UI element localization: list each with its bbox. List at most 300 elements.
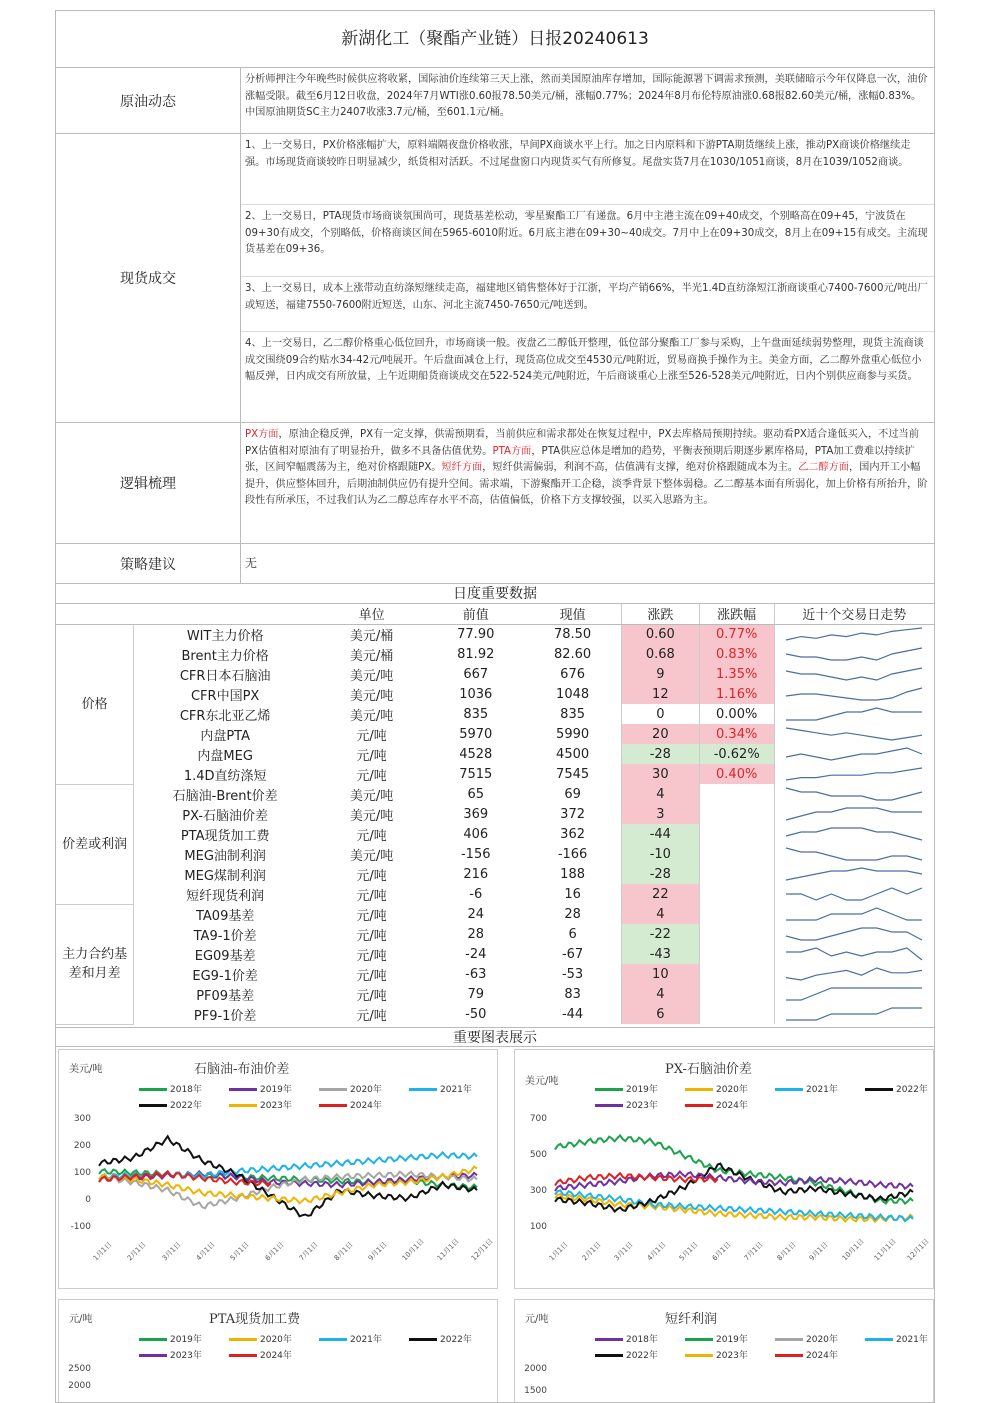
spot-item: 4、上一交易日，乙二醇价格重心低位回升，市场商谈一般。夜盘乙二醇低开整理，低位部分聚酯工厂参与采购，上午盘面延续弱势整理，现货主流商谈成交围绕09合约贴水34-42元/吨展开。午后盘面减仓上行，现货高位成交至4530元/吨附近，贸易商换手操作为主。美金方面，乙二醇外盘重心低位小幅反弹，日内成交有所放量，上午近期船货商谈成交在522-524美元/吨附近，午后商谈重心上涨至526-528美元/吨附近，日内个别供应商参与买货。 [245,338,924,382]
row-chg: 12 [621,684,699,704]
chart-ylabel: 美元/吨 [525,1075,559,1087]
row-sparkline [774,724,934,744]
legend-label: 2021年 [440,1084,472,1095]
row-cur: -44 [561,1006,584,1022]
table-row [56,784,934,804]
row-cur: 78.50 [553,626,592,642]
legend-item [685,1332,748,1345]
chart-title: PTA现货加工费 [209,1311,301,1327]
logic-part: ，原油企稳反弹，PX有一定支撑，供需预期看，当前供应和需求都处在恢复过程中，PX去库格局预期持续。驱动看PX适合逢低买入，不过当前PX估值相对原油有了明显抬升，做多不具备估值优势。 [245,429,919,457]
row-chg: 9 [621,664,699,684]
header-unit: 单位 [316,604,427,624]
spot-item: 2、上一交易日，PTA现货市场商谈氛围尚可，现货基差松动，零星聚酯工厂有递盘。6月中主港主流在09+40成交，个别略高在09+45，宁波货在09+30有成交，个别略低，价格商谈区间在5965-6010附近。6月底主港在09+30~40成交。7月中上在09+30成交，8月上在09+15有成交。主流现货基差在09+36。 [241,205,934,277]
logic-text [241,423,934,543]
sparkline-line [786,808,922,820]
row-name: 短纤现货利润 [186,888,265,904]
x-tick-label: 3月1日 [612,1239,635,1262]
chart-title: 短纤利润 [665,1311,718,1327]
row-chg: 30 [621,764,699,784]
chart-naphtha-brent [58,1049,498,1289]
sparkline-line [786,908,922,920]
sparkline-line [786,768,922,780]
row-name: EG09基差 [194,948,256,964]
legend-swatch [139,1338,167,1341]
daily-table [56,604,934,1025]
row-unit: 美元/吨 [349,848,394,864]
sparkline-line [786,628,922,640]
legend-label: 2018年 [626,1334,658,1345]
spot-text [241,134,934,422]
row-unit: 元/吨 [356,868,387,884]
strategy-text: 无 [245,556,258,571]
sparkline-line [786,788,922,800]
row-pct [699,784,774,804]
row-chg: -28 [621,744,699,764]
row-unit: 元/吨 [356,888,387,904]
y-tick-label: 300 [529,1185,547,1196]
y-tick-label: 2000 [68,1381,91,1392]
series-line [555,1193,913,1221]
x-tick-label: 12月1日 [469,1236,495,1262]
row-chg: 0.60 [621,624,699,644]
sparkline-line [786,988,922,1000]
row-prev: 28 [467,926,485,942]
legend-label: 2022年 [626,1350,658,1361]
legend-label: 2022年 [170,1100,202,1111]
legend-label: 2019年 [716,1334,748,1345]
logic-section [56,423,934,544]
legend-label: 2019年 [170,1334,202,1345]
y-tick-label: 2000 [524,1363,547,1374]
legend-label: 2020年 [350,1084,382,1095]
y-tick-label: 100 [529,1221,547,1232]
x-tick-label: 12月1日 [905,1236,931,1262]
row-chg: 22 [621,884,699,904]
row-chg: 3 [621,804,699,824]
row-pct: 0.40% [699,764,774,784]
row-sparkline [774,844,934,864]
row-cur: 372 [560,806,585,822]
legend-item [229,1332,292,1345]
row-cur: 28 [564,906,581,922]
row-name: TA09基差 [195,908,255,924]
row-pct [699,944,774,964]
x-tick-label: 11月1日 [873,1236,899,1262]
row-name: 内盘PTA [200,728,250,744]
row-unit: 美元/吨 [349,788,394,804]
row-prev: 81.92 [457,646,495,662]
row-cur: 4500 [556,746,590,762]
row-cur: 69 [564,786,581,802]
row-cur: 362 [560,826,585,842]
y-tick-label: 100 [73,1167,91,1178]
table-row [56,704,934,724]
y-tick-label: 0 [85,1194,91,1205]
table-row [56,824,934,844]
legend-item [775,1332,838,1345]
table-row [56,764,934,784]
row-sparkline [774,664,934,684]
spot-section [56,134,934,423]
legend-label: 2020年 [806,1334,838,1345]
chart-title: PX-石脑油价差 [665,1061,752,1077]
header-trend: 近十个交易日走势 [774,604,934,624]
header-prev: 前值 [427,604,524,624]
row-name: PF9-1价差 [193,1008,257,1024]
table-header [56,604,934,624]
legend-label: 2022年 [896,1084,928,1095]
sparkline-line [786,688,922,700]
row-pct: 0.77% [699,624,774,644]
row-unit: 元/吨 [356,948,387,964]
row-prev: 79 [467,986,485,1002]
legend-label: 2023年 [170,1350,202,1361]
legend-label: 2024年 [350,1100,382,1111]
chart-title: 石脑油-布油价差 [194,1061,290,1077]
row-unit: 元/吨 [356,968,387,984]
row-sparkline [774,944,934,964]
row-sparkline [774,884,934,904]
table-row [56,684,934,704]
chart-px-naphtha [514,1049,934,1289]
row-prev: 216 [463,866,489,882]
row-pct: 0.00% [699,704,774,724]
row-unit: 美元/吨 [349,808,394,824]
row-unit: 美元/桶 [349,648,394,664]
legend-label: 2021年 [806,1084,838,1095]
table-row [56,964,934,984]
legend-swatch [685,1338,713,1341]
row-prev: 77.90 [457,626,495,642]
row-pct [699,844,774,864]
legend-item [595,1332,658,1345]
row-sparkline [774,684,934,704]
x-tick-label: 10月1日 [400,1236,426,1262]
legend-item [139,1348,202,1361]
row-name: PTA现货加工费 [180,828,270,844]
x-tick-label: 10月1日 [840,1236,866,1262]
row-name: PF09基差 [196,988,255,1004]
row-name: PX-石脑油价差 [182,808,269,824]
row-name: MEG煤制利润 [184,868,266,884]
row-unit: 元/吨 [356,748,387,764]
group-label: 价差或利润 [56,784,134,904]
row-chg: -22 [621,924,699,944]
row-cur: 83 [564,986,581,1002]
row-cur: 1048 [556,686,590,702]
y-tick-label: -100 [70,1221,91,1232]
legend-label: 2021年 [896,1334,928,1345]
legend-label: 2018年 [170,1084,202,1095]
row-sparkline [774,824,934,844]
x-tick-label: 1月1日 [547,1239,570,1262]
legend-item [595,1348,658,1361]
row-name: EG9-1价差 [192,968,258,984]
row-unit: 元/吨 [356,1008,387,1024]
legend-swatch [139,1354,167,1357]
sparkline-line [786,828,922,840]
row-sparkline [774,704,934,724]
row-unit: 元/吨 [356,988,387,1004]
logic-part: 短纤方面 [441,462,483,473]
row-pct [699,864,774,884]
row-prev: 406 [463,826,489,842]
row-cur: 6 [568,926,577,942]
table-row [56,864,934,884]
x-tick-label: 6月1日 [263,1239,286,1262]
legend-item [319,1332,382,1345]
row-sparkline [774,964,934,984]
sparkline-line [786,848,922,860]
row-pct: 0.83% [699,644,774,664]
x-tick-label: 3月1日 [160,1239,183,1262]
x-tick-label: 4月1日 [645,1239,668,1262]
row-sparkline [774,644,934,664]
header-cur: 现值 [524,604,621,624]
chart-ylabel: 元/吨 [525,1313,549,1325]
table-row [56,664,934,684]
legend-label: 2024年 [716,1100,748,1111]
legend-swatch [319,1338,347,1341]
row-name: MEG油制利润 [184,848,266,864]
row-cur: -166 [557,846,588,862]
legend-label: 2023年 [716,1350,748,1361]
legend-item [865,1332,928,1345]
x-tick-label: 11月1日 [435,1236,461,1262]
legend-swatch [229,1354,257,1357]
x-tick-label: 9月1日 [366,1239,389,1262]
logic-part: ，国内开工小幅提升，供应整体回升，后期油制供应仍有提升空间。需求端，下游聚酯开工企稳，淡季背景下整体弱稳。乙二醇基本面有所弱化，加上价格有所抬升，阶段性有所承压，不过我们认为乙二醇总库存水平不高，估值偏低，价格下方支撑较强，以买入思路为主。 [245,462,928,506]
row-prev: 7515 [459,766,493,782]
legend-label: 2024年 [806,1350,838,1361]
row-prev: 369 [463,806,489,822]
sparkline-line [786,728,922,740]
spot-label: 现货成交 [56,134,241,422]
logic-part: ，PTA供应总体是增加的趋势，平衡表预期后期逐步累库格局，PTA加工费难以持续扩张，区间窄幅震荡为主，绝对价格跟随PX。 [245,445,915,473]
row-sparkline [774,864,934,884]
y-tick-label: 200 [73,1140,91,1151]
sparkline-line [786,968,922,980]
group-label: 价格 [56,624,134,784]
logic-part: 乙二醇方面 [798,462,849,473]
legend-swatch [595,1354,623,1357]
row-cur: 188 [560,866,585,882]
row-unit: 美元/桶 [349,628,394,644]
crude-section [56,68,934,134]
row-chg: -44 [621,824,699,844]
row-sparkline [774,624,934,644]
row-pct: 1.35% [699,664,774,684]
legend-swatch [865,1338,893,1341]
row-prev: -6 [469,886,483,902]
row-chg: 4 [621,784,699,804]
row-chg: 6 [621,1004,699,1024]
legend-label: 2020年 [716,1084,748,1095]
row-pct [699,884,774,904]
row-cur: 5990 [556,726,590,742]
row-chg: 0.68 [621,644,699,664]
x-tick-label: 8月1日 [332,1239,355,1262]
row-sparkline [774,784,934,804]
x-tick-label: 6月1日 [710,1239,733,1262]
row-sparkline [774,1004,934,1024]
row-prev: 667 [463,666,489,682]
x-tick-label: 5月1日 [229,1239,252,1262]
row-cur: 16 [564,886,581,902]
sparkline-line [786,748,922,760]
row-pct [699,1004,774,1024]
row-cur: 835 [560,706,585,722]
row-chg: -28 [621,864,699,884]
row-cur: -67 [561,946,584,962]
table-row [56,1004,934,1024]
sparkline-line [786,888,922,900]
logic-part: PTA方面 [492,445,532,457]
x-tick-label: 7月1日 [297,1239,320,1262]
table-row [56,904,934,924]
row-chg: 4 [621,904,699,924]
row-chg: 20 [621,724,699,744]
legend-swatch [229,1338,257,1341]
y-tick-label: 1500 [524,1385,547,1396]
chart-plot [515,1050,933,1288]
crude-label: 原油动态 [56,68,241,133]
row-pct: -0.62% [699,744,774,764]
row-cur: -53 [561,966,584,982]
row-unit: 美元/吨 [349,688,394,704]
legend-item [229,1348,292,1361]
logic-part: PX方面 [245,429,279,440]
row-unit: 元/吨 [356,928,387,944]
logic-part: ，短纤供需偏弱，利润不高，估值满有支撑，绝对价格跟随成本为主。 [482,462,799,473]
strategy-section [56,544,934,584]
x-tick-label: 2月1日 [126,1239,148,1262]
legend-item [139,1332,202,1345]
chart-pta-fee [58,1299,498,1403]
strategy-label: 策略建议 [56,544,241,583]
x-tick-label: 7月1日 [742,1239,765,1262]
legend-label: 2023年 [626,1100,658,1111]
y-tick-label: 300 [73,1113,91,1124]
header-pct: 涨跌幅 [699,604,774,624]
row-prev: 835 [463,706,489,722]
y-tick-label: 2500 [68,1363,91,1374]
row-name: Brent主力价格 [181,648,269,664]
chart-psf-profit [514,1299,934,1403]
row-sparkline [774,924,934,944]
row-chg: -43 [621,944,699,964]
table-row [56,624,934,644]
spot-item: 3、上一交易日，成本上涨带动直纺涤短继续走高，福建地区销售整体好于江浙，平均产销66%，半光1.4D直纺涤短江浙商谈重心7400-7600元/吨出厂或短送，福建7550-7600附近短送，山东、河北主流7450-7650元/吨送到。 [241,277,934,332]
sparkline-line [786,668,922,680]
row-pct: 1.16% [699,684,774,704]
row-chg: 10 [621,964,699,984]
row-pct [699,904,774,924]
row-pct [699,804,774,824]
legend-label: 2019年 [626,1084,658,1095]
legend-label: 2023年 [260,1100,292,1111]
row-name: 1.4D直纺涤短 [183,768,267,784]
group-label: 主力合约基差和月差 [56,904,134,1024]
crude-text: 分析师押注今年晚些时候供应将收紧，国际油价连续第三天上涨，然而美国原油库存增加，国际能源署下调需求预测，美联储暗示今年仅降息一次，油价涨幅受限。截至6月12日收盘，2024年7月WTI涨0.60报78.50美元/桶，涨幅0.77%；2024年8月布伦特原油涨0.68报82.60美元/桶，涨幅0.83%。中国原油期货SC主力2407收涨3.7元/桶，至601.1元/桶。 [245,74,928,118]
row-prev: -50 [465,1006,487,1022]
table-row [56,644,934,664]
row-sparkline [774,984,934,1004]
row-sparkline [774,904,934,924]
row-prev: 5970 [459,726,493,742]
sparkline-line [786,708,922,720]
row-pct [699,924,774,944]
table-row [56,984,934,1004]
report-title: 新湖化工（聚酯产业链）日报20240613 [56,11,934,68]
legend-swatch [595,1338,623,1341]
daily-title: 日度重要数据 [56,584,934,604]
row-sparkline [774,804,934,824]
chart-ylabel: 元/吨 [69,1313,93,1325]
row-prev: 24 [467,906,485,922]
logic-label: 逻辑梳理 [56,423,241,543]
row-unit: 元/吨 [356,768,387,784]
table-row [56,744,934,764]
charts-title: 重要图表展示 [56,1027,934,1047]
row-unit: 元/吨 [356,908,387,924]
chart-plot [59,1050,497,1288]
row-cur: 82.60 [553,646,592,662]
legend-label: 2022年 [440,1334,472,1345]
legend-swatch [775,1354,803,1357]
legend-item [685,1348,748,1361]
x-tick-label: 8月1日 [775,1239,798,1262]
header-chg: 涨跌 [621,604,699,624]
x-tick-label: 9月1日 [808,1239,830,1262]
y-tick-label: 700 [529,1113,547,1124]
row-prev: 4528 [459,746,493,762]
row-prev: 65 [467,786,485,802]
table-row [56,884,934,904]
legend-swatch [775,1338,803,1341]
sparkline-line [786,948,922,960]
charts-area [56,1047,934,1396]
row-name: 石脑油-Brent价差 [172,788,278,804]
legend-label: 2020年 [260,1334,292,1345]
legend-swatch [685,1354,713,1357]
x-tick-label: 2月1日 [580,1239,603,1262]
row-name: 内盘MEG [197,748,253,764]
row-cur: 7545 [556,766,590,782]
row-pct [699,964,774,984]
legend-label: 2021年 [350,1334,382,1345]
row-prev: 1036 [459,686,493,702]
table-row [56,944,934,964]
row-prev: -24 [465,946,487,962]
row-unit: 美元/吨 [349,708,394,724]
y-tick-label: 500 [529,1149,547,1160]
legend-swatch [409,1338,437,1341]
row-prev: -63 [465,966,487,982]
row-unit: 元/吨 [356,828,387,844]
table-row [56,724,934,744]
row-unit: 美元/吨 [349,668,394,684]
row-name: TA9-1价差 [193,928,257,944]
sparkline-line [786,1008,922,1020]
sparkline-line [786,648,922,660]
table-row [56,804,934,824]
sparkline-line [786,928,922,940]
row-sparkline [774,764,934,784]
row-name: CFR日本石脑油 [179,668,271,684]
row-pct: 0.34% [699,724,774,744]
spot-item: 1、上一交易日，PX价格涨幅扩大，原料端隔夜盘价格收涨，早间PX商谈水平上行。加之日内原料和下游PTA期货继续上涨，推动PX商谈价格继续走强。市场现货商谈较昨日明显减少，纸货相对活跃。不过尾盘窗口内现货买气有所修复。尾盘实货7月在1030/1051商谈，8月在1039/1052商谈。 [241,134,934,205]
